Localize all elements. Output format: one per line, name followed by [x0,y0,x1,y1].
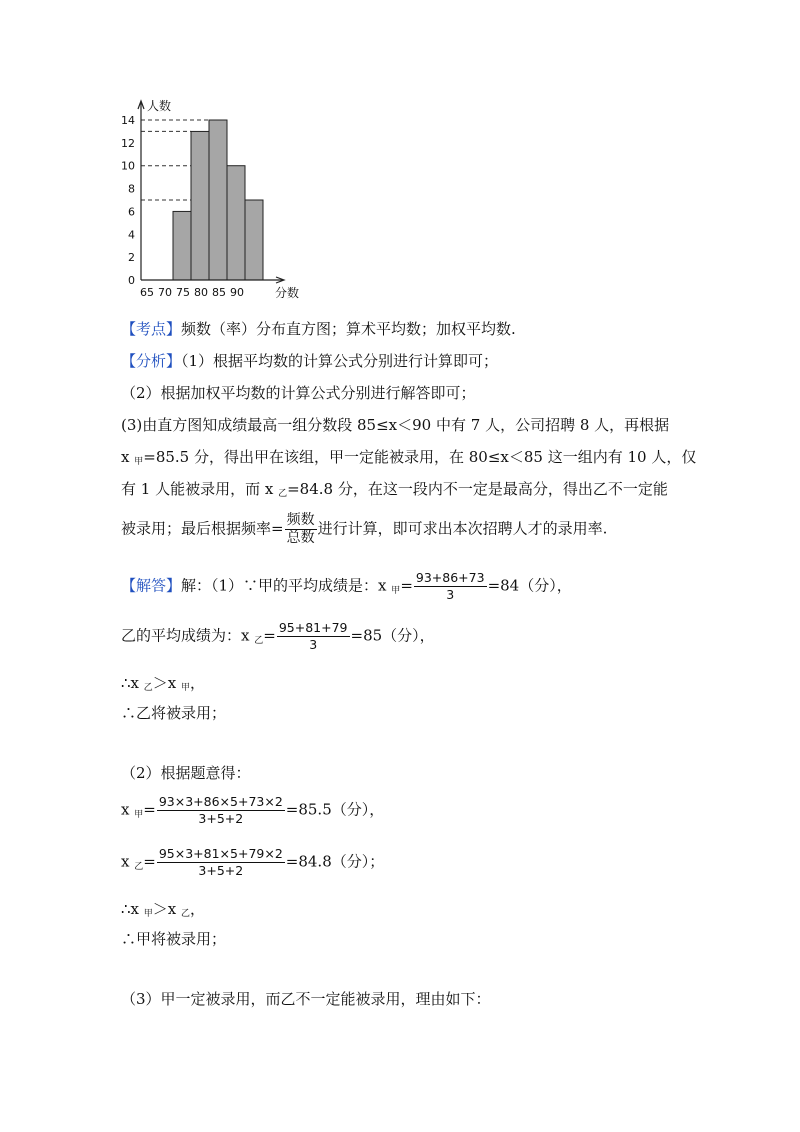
y-tick-label: 6 [128,205,135,219]
jieda-b2b: =84.8（分）； [285,852,385,871]
y-axis-label: 人数 [147,99,172,113]
fenxi-line-3: (3)由直方图知成绩最高一组分数段 85≤x＜90 中有 7 人，公司招聘 8 人，再根据 [121,416,670,434]
fenxi-tag: 【分析】 [121,352,182,370]
fenxi-l6a: 被录用；最后根据频率= [121,519,284,538]
freq-den: 总数 [286,530,315,546]
x-tick-label: 85 [212,286,226,299]
fenxi-line-5 [121,478,668,499]
jieda-b3a: ∴x [121,900,144,918]
x-tick-label: 65 [140,286,154,299]
kaodian-text: 频数（率）分布直方图；算术平均数；加权平均数. [181,320,516,338]
y-tick-label: 12 [121,136,135,150]
jia-weighted-fraction [157,794,285,827]
fenxi-l5a: 有 1 人能被录用，而 x [121,480,279,498]
jieda-part2-line-3 [121,898,205,919]
jieda-a1-sub: 甲 [391,585,401,596]
jieda-line-4: ∴乙将被录用； [121,704,227,722]
y-tick-label: 2 [128,251,135,265]
jieda-part2-title: （2）根据题意得： [121,764,251,782]
x-tick-label: 80 [194,286,208,299]
jia-weighted-num: 93×3+86×5+73×2 [158,794,283,809]
frequency-fraction [285,512,317,547]
fenxi-line-1 [121,350,498,371]
jieda-b3b: ＞x [152,900,182,918]
yi-avg-fraction [277,620,350,653]
jia-weighted-den: 3+5+2 [198,811,244,826]
jieda-b2-eq: = [143,852,156,871]
fenxi-l5b: =84.8 分，在这一段内不一定是最高分，得出乙不一定能 [287,480,668,498]
fenxi-l4-sub: 甲 [134,457,144,467]
y-tick-label: 14 [121,114,135,127]
jieda-a3-sub2: 甲 [181,683,191,693]
x-tick-label: 70 [158,286,172,299]
histogram-bar [227,166,245,280]
histogram-bar [245,200,263,280]
jieda-b3-sub1: 甲 [143,909,153,919]
y-tick-label: 10 [121,159,135,173]
jieda-line-2 [121,620,435,653]
jieda-part2-line-1 [121,794,384,827]
histogram-bar [191,131,209,280]
x-axis-label: 分数 [275,286,300,300]
fenxi-line-6 [121,512,607,547]
jia-avg-fraction [414,570,487,603]
fenxi-l4a: x [121,448,135,466]
freq-num: 频数 [286,512,315,528]
yi-avg-den: 3 [309,637,318,652]
jieda-a1a: 解：（1）∵甲的平均成绩是：x [181,576,392,595]
x-tick-label: 90 [230,286,244,299]
histogram-bar [209,120,227,280]
y-tick-label: 4 [128,228,135,242]
kaodian-tag: 【考点】 [121,320,182,338]
jieda-a3-sub1: 乙 [143,683,153,693]
jieda-b1b: =85.5（分）， [285,800,385,819]
jieda-line-3 [121,672,205,693]
x-tick-label: 75 [176,286,190,299]
jieda-a2b: =85（分）， [350,626,435,645]
yi-weighted-num: 95×3+81×5+79×2 [158,846,283,861]
jieda-a1b: =84（分）， [487,576,572,595]
jieda-tag: 【解答】 [121,576,182,595]
jieda-b1-sub: 甲 [134,809,144,820]
fenxi-l4b: =85.5 分，得出甲在该组，甲一定能被录用，在 80≤x＜85 这一组内有 10 人，仅 [143,448,697,466]
jieda-part3-title: （3）甲一定被录用，而乙不一定能被录用，理由如下： [121,990,491,1008]
jieda-a2a: 乙的平均成绩为：x [121,626,255,645]
jieda-a3b: ＞x [152,674,182,692]
jieda-a2-eq: = [263,626,276,645]
histogram-bar [173,211,191,280]
histogram-chart [115,95,335,305]
jieda-b2a: x [121,852,135,871]
kaodian-line [121,318,516,339]
fenxi-line-4 [121,446,696,467]
jieda-b3c: ， [190,900,206,918]
jieda-a3c: ， [190,674,206,692]
jia-avg-den: 3 [446,587,455,602]
yi-weighted-den: 3+5+2 [198,863,244,878]
jieda-b1-eq: = [143,800,156,819]
jieda-part2-line-4: ∴甲将被录用； [121,930,227,948]
jieda-b3-sub2: 乙 [181,909,191,919]
jieda-b2-sub: 乙 [134,861,144,872]
jieda-b1a: x [121,800,135,819]
fenxi-line-2: （2）根据加权平均数的计算公式分别进行解答即可； [121,384,476,402]
fenxi-l5-sub: 乙 [278,489,288,499]
jieda-part2-line-2 [121,846,384,879]
jia-avg-num: 93+86+73 [415,570,485,585]
jieda-line-1 [121,570,572,603]
y-tick-label: 0 [128,274,135,287]
y-tick-label: 8 [128,182,135,196]
jieda-a3a: ∴x [121,674,144,692]
yi-avg-num: 95+81+79 [278,620,348,635]
fenxi-l6b: 进行计算，即可求出本次招聘人才的录用率. [317,519,608,538]
jieda-a2-sub: 乙 [254,635,264,646]
yi-weighted-fraction [157,846,285,879]
jieda-a1-eq: = [400,576,413,595]
fenxi-l1: （1）根据平均数的计算公式分别进行计算即可； [181,352,499,370]
